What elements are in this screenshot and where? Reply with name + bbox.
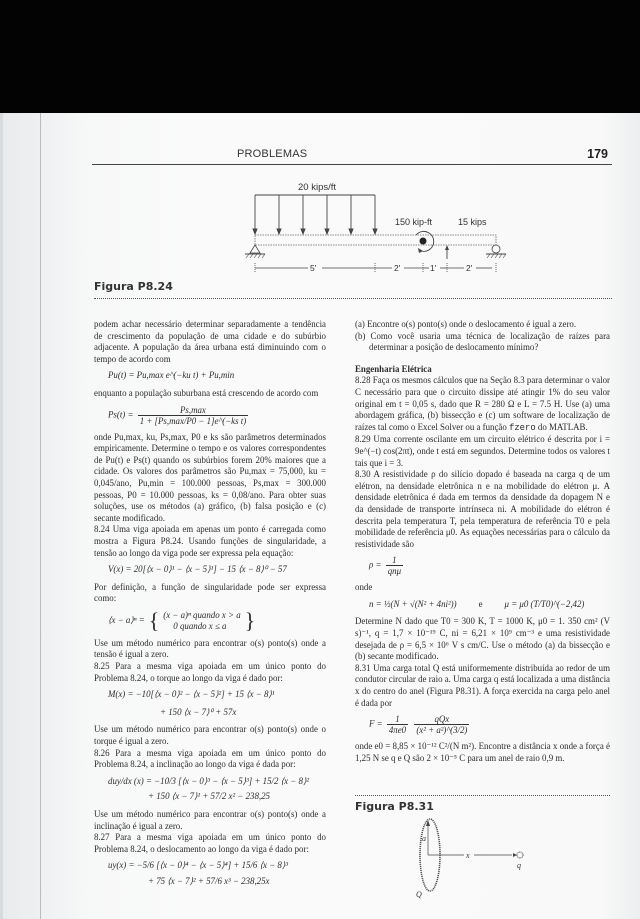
equation: V(x) = 20[⟨x − 0⟩¹ − ⟨x − 5⟩¹] − 15 ⟨x − 8⟩⁰ − 57: [108, 564, 287, 575]
numerator: Ps,max: [138, 405, 249, 416]
dim-label: 1': [430, 263, 437, 273]
running-header: [92, 148, 612, 165]
equation-lhs: ⟨x − a⟩ⁿ =: [108, 615, 145, 626]
paragraph: onde e0 = 8,85 × 10⁻¹² C²/(N m²). Encontre a distância x onde a força é 1,25 N se q e Q são 2 × 10⁻⁵ C para um anel de raio 0,9 m.: [355, 741, 610, 763]
distance-arrow: [428, 853, 517, 857]
equation: [108, 405, 326, 426]
numerator: 1: [387, 714, 408, 725]
roller-support: [486, 245, 506, 258]
numerator: 1: [386, 555, 403, 566]
equation: Pu(t) = Pu,max e^(−ku t) + Pu,min: [108, 370, 235, 381]
problem-8-27: 8.27 Para a mesma viga apoiada em um único ponto do Problema 8.24, o deslocamento ao longo da viga é dado por:: [94, 832, 326, 854]
equation: [108, 689, 326, 718]
denominator: qnμ: [387, 566, 402, 577]
equation: [108, 860, 326, 887]
page-fold-line: [40, 113, 41, 919]
header-title: PROBLEMAS: [237, 148, 308, 160]
equation-lhs: ρ =: [369, 559, 382, 570]
figure-divider: [94, 298, 612, 299]
paragraph: Determine N dado que T0 = 300 K, T = 1000 K, μ0 = 1. 350 cm² (V s)⁻¹, q = 1,7 × 10⁻¹⁹ C, ni = 6,21 × 10⁹ cm⁻³ e uma resistividade desejada de ρ = 6,5 × 10⁶ V s cm/C. Use o método (a) da bissecção e (b) secante modificado.: [355, 616, 610, 662]
question-a: (a) Encontre o(s) ponto(s) onde o deslocamento é igual a zero.: [355, 319, 577, 329]
beam: [255, 235, 496, 245]
paragraph: Use um método numérico para encontrar o(s) ponto(s) onde o torque é igual a zero.: [94, 724, 326, 747]
section-heading: Engenharia Elétrica: [355, 363, 432, 374]
equation-line: + 150 ⟨x − 7⟩¹ + 57/2 x² − 238,25: [148, 791, 270, 802]
fraction: [138, 405, 249, 426]
equation-mu: μ = μ0 (T/T0)^(−2,42): [504, 598, 585, 609]
dimension-line: [255, 263, 496, 273]
case: (x − a)ⁿ quando x > a: [163, 609, 241, 620]
radius-arrow: [426, 820, 430, 855]
denominator: 4πe0: [388, 725, 407, 736]
conjunction: e: [478, 598, 483, 609]
paragraph: onde: [355, 582, 373, 593]
dim-label: 2': [394, 263, 401, 273]
fraction: [386, 555, 403, 576]
point-load-label: 15 kips: [458, 217, 487, 227]
page-number: 179: [587, 147, 608, 161]
ring-figure: [400, 815, 540, 905]
right-column: [355, 319, 610, 764]
equation: [108, 607, 326, 633]
problem-8-28: [355, 375, 610, 434]
case: 0 quando x ≤ a: [173, 620, 227, 631]
problem-8-30: 8.30 A resistividade ρ do silício dopado é baseada na carga q de um elétron, na densidade eletrônica n e na mobilidade do elétron μ. A densidade eletrônica é dada em termos da densidade da dopagem N e da densidade de transporte intrínseca ni. A mobilidade do elétron é descrita pela temperatura T, pela temperatura de referência T0 e pela mobilidade de referência μ0. As equações necessárias para o cálculo da resistividade são: [355, 469, 610, 549]
paragraph: Use um método numérico para encontrar o(s) ponto(s) onde a tensão é igual a zero.: [94, 637, 326, 660]
beam-figure: [230, 175, 520, 285]
equation-line: M(x) = −10[⟨x − 0⟩² − ⟨x − 5⟩²] + 15 ⟨x − 8⟩¹: [108, 689, 275, 700]
equation-n: n = ½(N + √(N² + 4ni²)): [369, 598, 457, 609]
problem-text: 8.28 Faça os mesmos cálculos que na Seção 8.3 para determinar o valor C necessário para que o circuito dissipe até atingir 1% do seu valor original em t = 0,05 s, dado que R = 280 Ω e L = 7.5 H. Use (a) uma abordagem gráfica, (b) bissecção e (c) um software de localização de raízes tal como o Excel Solver ou a função: [355, 375, 610, 432]
point-load-arrow: [445, 245, 449, 259]
brace: }: [244, 607, 256, 633]
paragraph: enquanto a população suburbana está crescendo de acordo com: [94, 387, 319, 398]
distance-label: x: [466, 851, 470, 860]
pin-support: [245, 245, 265, 258]
figure-label: Figura P8.24: [94, 280, 173, 293]
problem-8-26: 8.26 Para a mesma viga apoiada em um único ponto do Problema 8.24, a inclinação ao longo da viga é dada por:: [94, 747, 326, 770]
dim-label: 2': [466, 263, 473, 273]
brace: {: [148, 607, 160, 633]
paragraph: Use um método numérico para encontrar o(s) ponto(s) onde a inclinação é igual a zero.: [94, 809, 326, 831]
equation: [108, 776, 326, 803]
equation-line: + 75 ⟨x − 7⟩² + 57/6 x³ − 238,25x: [148, 875, 270, 886]
problem-text: do MATLAB.: [537, 421, 588, 432]
problem-8-24: 8.24 Uma viga apoiada em apenas um ponto é carregada como mostra a Figura P8.24. Usando funções de singularidade, a tensão ao longo da viga pode ser expressa pela equação:: [94, 524, 326, 558]
problem-8-31: 8.31 Uma carga total Q está uniformemente distribuída ao redor de um condutor circular de raio a. Uma carga q está localizada a uma distância x do centro do anel (Figura P8.31). A força exercida na carga pelo anel é dada por: [355, 662, 610, 708]
figure-divider: [355, 795, 610, 796]
piecewise-cases: [163, 610, 240, 632]
page-edge: [0, 113, 3, 919]
denominator: 1 + [Ps,max/P0 − 1]e^(−ks t): [139, 415, 247, 426]
problem-8-25: 8.25 Para a mesma viga apoiada em um único ponto do Problema 8.24, o torque ao longo da viga é dado por:: [94, 661, 326, 683]
paragraph: Por definição, a função de singularidade pode ser expressa como:: [94, 581, 326, 604]
figure-label: Figura P8.31: [355, 800, 434, 813]
code-fzero: fzero: [509, 422, 536, 433]
problem-8-29: 8.29 Uma corrente oscilante em um circuito elétrico é descrita por i = 9e^(−t) cos(2πt), onde t está em segundos. Determine todos os valores t tais que i = 3.: [355, 434, 610, 468]
equation-rho: [369, 555, 610, 576]
point-charge-icon: [517, 852, 523, 858]
equation-n-mu: [369, 599, 610, 611]
equation-line: + 150 ⟨x − 7⟩⁰ + 57x: [160, 706, 237, 717]
equation-line: duy/dx (x) = −10/3 [⟨x − 0⟩³ − ⟨x − 5⟩³] + 15/2 ⟨x − 8⟩²: [108, 775, 310, 786]
denominator: (x² + a²)^(3/2): [416, 725, 468, 736]
question-b: (b) Como você usaria uma técnica de localização de raízes para determinar a posição de deslocamento mínimo?: [355, 330, 610, 353]
fraction: [414, 714, 469, 735]
numerator: qQx: [414, 714, 469, 725]
equation-lhs: Ps(t) =: [108, 409, 134, 420]
left-column: [94, 319, 326, 894]
radius-label: a: [422, 834, 426, 843]
ring-charge-label: Q: [416, 890, 422, 899]
paragraph: podem achar necessário determinar separadamente a tendência de crescimento da população de uma cidade e do subúrbio adjacente. A população da área urbana está diminuindo com o tempo de acordo com: [94, 319, 326, 364]
equation-line: uy(x) = −5/6 [⟨x − 0⟩⁴ − ⟨x − 5⟩⁴] + 15/6 ⟨x − 8⟩³: [108, 860, 288, 871]
dim-label: 5': [310, 263, 317, 273]
point-charge-label: q: [517, 861, 521, 870]
distributed-load-label: 20 kips/ft: [298, 182, 337, 193]
paragraph: onde Pu,max, ku, Ps,max, P0 e ks são parâmetros determinados empiricamente. Determine o tempo e os valores correspondentes de Pu(t) e Ps(t) quando os subúrbios forem 20% maiores que a cidade. Os valores dos parâmetros são Pu,max = 75,000, ku = 0,045/ano, Pu,min = 100.000 pessoas, Ps,max = 300.000 pessoas, P0 = 10.000 pessoas, ks = 0,08/ano. Para obter suas soluções, use os métodos (a) gráfico, (b) falsa posição e (c) secante modificado.: [94, 431, 326, 523]
fraction: [387, 714, 408, 735]
equation-force: [369, 714, 610, 735]
equation-lhs: F =: [369, 718, 383, 729]
scan-background: [0, 0, 640, 113]
moment-label: 150 kip-ft: [395, 217, 433, 227]
load-arrows: [253, 195, 377, 234]
